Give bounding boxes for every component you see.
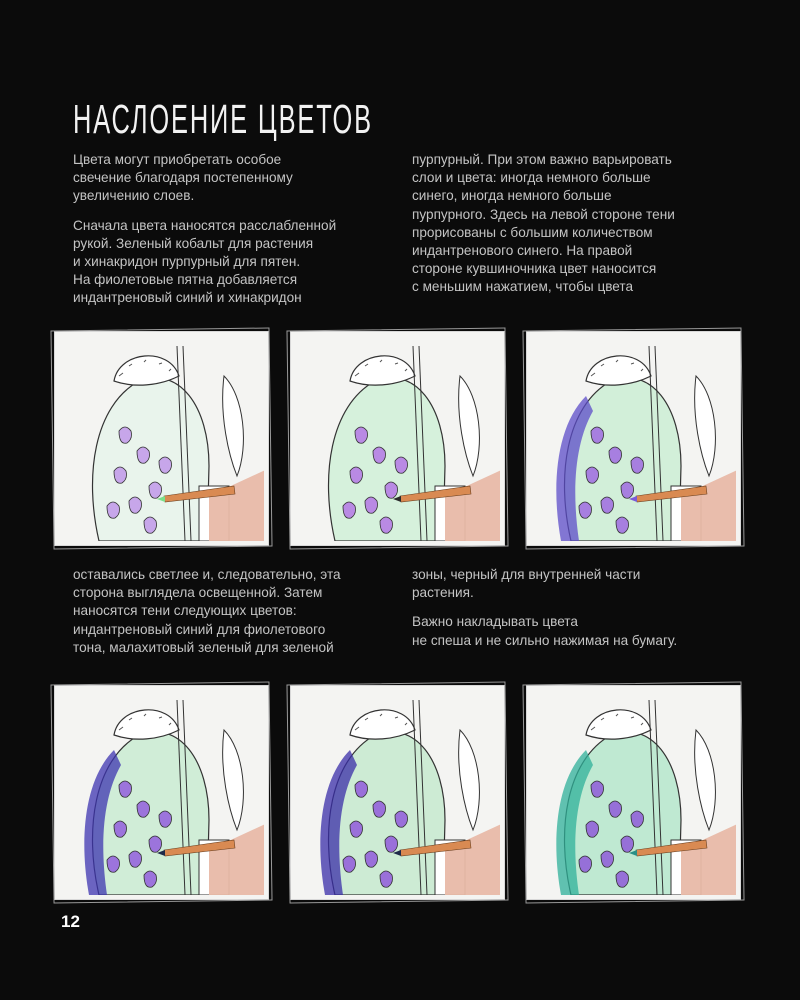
step-photo	[527, 332, 740, 545]
text-column-2	[412, 151, 722, 308]
paragraph: Цвета могут приобретать особое свечение благодаря постепенному увеличению слоев.	[73, 152, 293, 204]
paragraph: пурпурный. При этом важно варьировать слои и цвета: иногда немного больше синего, иногда немного больше пурпурного. Здесь на левой стороне тени прорисованы с большим количеством индантренового синего. На правой стороне кувшиночника цвет наносится с меньшим нажатием, чтобы цвета	[412, 152, 675, 295]
paragraph: зоны, черный для внутренней части растения.	[412, 567, 641, 601]
step-photo	[291, 332, 504, 545]
page-number: 12	[61, 912, 80, 931]
step-photo	[55, 686, 268, 899]
page-title: НАСЛОЕНИЕ ЦВЕТОВ	[73, 96, 373, 143]
photo-row-top	[55, 332, 755, 547]
paragraph: Сначала цвета наносятся расслабленной рукой. Зеленый кобальт для растения и хинакридон пурпурный для пятен. На фиолетовые пятна добавляется индантреновый синий и хинакридон	[73, 217, 337, 306]
step-photo	[527, 686, 740, 899]
text-column-4	[412, 566, 722, 661]
paragraph: Важно накладывать цвета не спеша и не сильно нажимая на бумагу.	[412, 614, 678, 648]
step-photo	[291, 686, 504, 899]
text-column-1	[73, 151, 383, 319]
paragraph: оставались светлее и, следовательно, эта сторона выглядела освещенной. Затем наносятся тени следующих цветов: индантреновый синий для фиолетового тона, малахитовый зеленый для зеленой	[73, 567, 341, 655]
photo-row-bottom	[55, 686, 755, 901]
text-column-3	[73, 566, 383, 668]
step-photo	[55, 332, 268, 545]
